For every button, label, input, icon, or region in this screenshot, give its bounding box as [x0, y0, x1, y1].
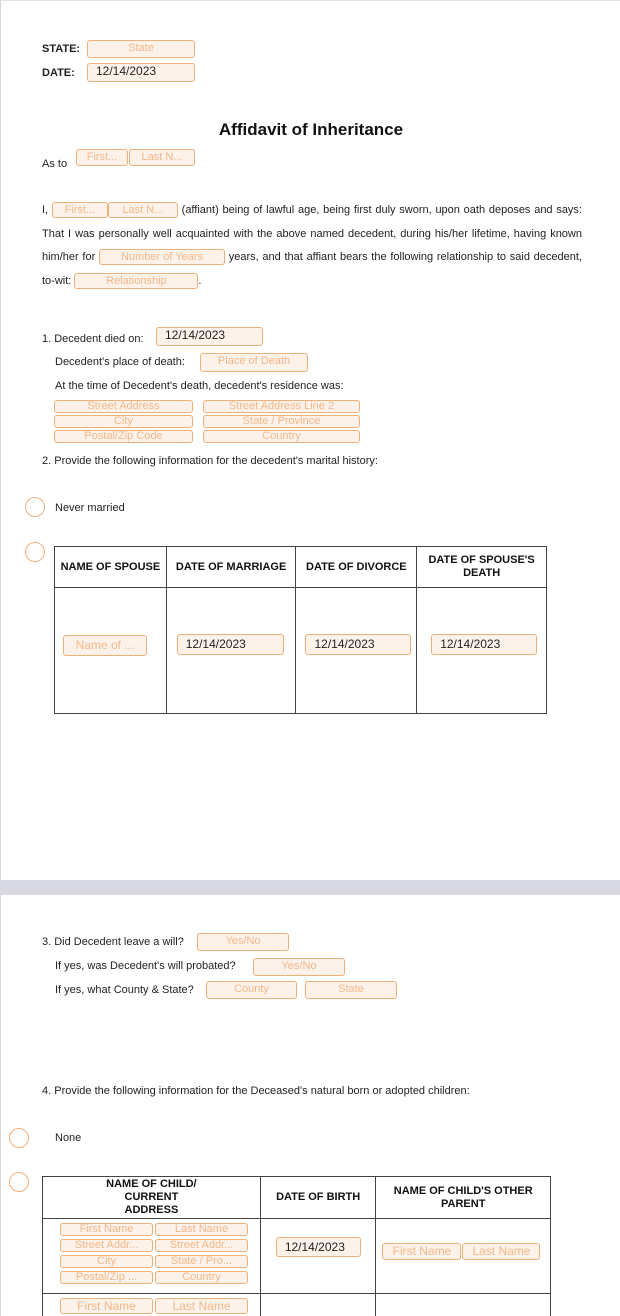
child-zip-field[interactable]: Postal/Zip ... [60, 1271, 153, 1284]
header-name-of-spouse: NAME OF SPOUSE [55, 547, 167, 588]
date-field[interactable]: 12/14/2023 [87, 63, 195, 82]
probated-field[interactable]: Yes/No [253, 958, 345, 976]
residence-state-field[interactable]: State / Province [203, 415, 360, 428]
state-label: STATE: [42, 43, 81, 55]
probated-label: If yes, was Decedent's will probated? [55, 960, 236, 972]
child-street2-field[interactable]: Street Addr... [155, 1239, 248, 1252]
spouse-table [54, 546, 547, 714]
child-last-name-field[interactable]: Last Name [155, 1223, 248, 1236]
children-label: 4. Provide the following information for the Deceased's natural born or adopted children: [42, 1085, 470, 1097]
spouse-name-cell [55, 588, 167, 714]
died-on-field[interactable]: 12/14/2023 [156, 327, 263, 346]
residence-country-field[interactable]: Country [203, 430, 360, 443]
header-date-of-birth: DATE OF BIRTH [260, 1177, 376, 1219]
child-first-name-field[interactable]: First Name [60, 1223, 153, 1236]
decedent-first-name-field[interactable]: First... [76, 149, 128, 166]
table-row [43, 1294, 551, 1316]
died-on-label: 1. Decedent died on: [42, 333, 144, 345]
no-children-label: None [55, 1132, 82, 1144]
marriage-date-cell [166, 588, 296, 714]
county-state-label: If yes, what County & State? [55, 984, 194, 996]
other-parent-last-field[interactable]: Last Name [462, 1243, 540, 1260]
children-table [42, 1176, 551, 1316]
state-field[interactable]: State [87, 40, 195, 58]
spouse-table-radio[interactable] [25, 542, 45, 562]
child2-other-parent-cell [376, 1294, 551, 1316]
never-married-radio[interactable] [25, 497, 45, 517]
child-street-field[interactable]: Street Addr... [60, 1239, 153, 1252]
header-other-parent: NAME OF CHILD'S OTHER PARENT [376, 1177, 551, 1219]
as-to-label: As to [42, 158, 68, 170]
affiant-first-name-field[interactable]: First... [52, 202, 108, 218]
child2-dob-cell [260, 1294, 376, 1316]
other-parent-first-field[interactable]: First Name [382, 1243, 461, 1260]
header-date-of-marriage: DATE OF MARRIAGE [166, 547, 296, 588]
divorce-date-field[interactable]: 12/14/2023 [305, 634, 411, 655]
child-city-field[interactable]: City [60, 1255, 153, 1268]
table-row [55, 588, 547, 714]
spouse-table-header [55, 547, 547, 588]
spouse-death-date-field[interactable]: 12/14/2023 [431, 634, 537, 655]
affiant-text-2: years, and that affiant bears the following relationship to said decedent, to-wit: [42, 251, 582, 287]
divorce-date-cell [296, 588, 417, 714]
relationship-field[interactable]: Relationship [74, 273, 198, 289]
residence-label: At the time of Decedent's death, decedent's residence was: [55, 380, 344, 392]
will-label: 3. Did Decedent leave a will? [42, 936, 184, 948]
date-label: DATE: [42, 67, 75, 79]
children-table-radio[interactable] [9, 1172, 29, 1192]
marriage-date-field[interactable]: 12/14/2023 [177, 634, 284, 655]
county-field[interactable]: County [206, 981, 297, 999]
header-child-name-address: NAME OF CHILD/ CURRENT ADDRESS [43, 1177, 261, 1219]
header-date-of-divorce: DATE OF DIVORCE [296, 547, 417, 588]
children-table-header [43, 1177, 551, 1219]
spouse-name-field[interactable]: Name of ... [63, 635, 147, 656]
affiant-i-label: I, [42, 204, 49, 216]
page-separator [0, 880, 620, 895]
form-page-2 [0, 895, 620, 1316]
other-parent-cell [376, 1219, 551, 1294]
affiant-text-1: (affiant) being of lawful age, being first duly sworn, upon oath deposes and says: That I was personally well acquainted with the above named decedent, during his/her lifetime, having known him/her for [42, 204, 582, 263]
residence-city-field[interactable]: City [54, 415, 193, 428]
no-children-radio[interactable] [9, 1128, 29, 1148]
marital-history-label: 2. Provide the following information for the decedent's marital history: [42, 455, 378, 467]
never-married-label: Never married [55, 502, 125, 514]
child-dob-cell [260, 1219, 376, 1294]
place-of-death-label: Decedent's place of death: [55, 356, 185, 368]
years-known-field[interactable]: Number of Years [99, 249, 225, 265]
child-name-address-cell [43, 1219, 261, 1294]
place-of-death-field[interactable]: Place of Death [200, 353, 308, 372]
child-state-field[interactable]: State / Pro... [155, 1255, 248, 1268]
child2-name-address-cell [43, 1294, 261, 1316]
will-field[interactable]: Yes/No [197, 933, 289, 951]
will-state-field[interactable]: State [305, 981, 397, 999]
residence-zip-field[interactable]: Postal/Zip Code [54, 430, 193, 443]
header-date-of-spouse-death: DATE OF SPOUSE'S DEATH [417, 547, 547, 588]
residence-street2-field[interactable]: Street Address Line 2 [203, 400, 360, 413]
residence-street-field[interactable]: Street Address [54, 400, 193, 413]
child2-last-name-field[interactable]: Last Name [155, 1298, 248, 1314]
table-row [43, 1219, 551, 1294]
page-title: Affidavit of Inheritance [218, 120, 404, 139]
affiant-statement [42, 199, 582, 293]
decedent-last-name-field[interactable]: Last N... [129, 149, 195, 166]
spouse-death-date-cell [417, 588, 547, 714]
child-country-field[interactable]: Country [155, 1271, 248, 1284]
affiant-last-name-field[interactable]: Last N... [108, 202, 178, 218]
child-dob-field[interactable]: 12/14/2023 [276, 1237, 361, 1257]
child2-first-name-field[interactable]: First Name [60, 1298, 153, 1314]
affiant-text-3: . [198, 274, 202, 287]
